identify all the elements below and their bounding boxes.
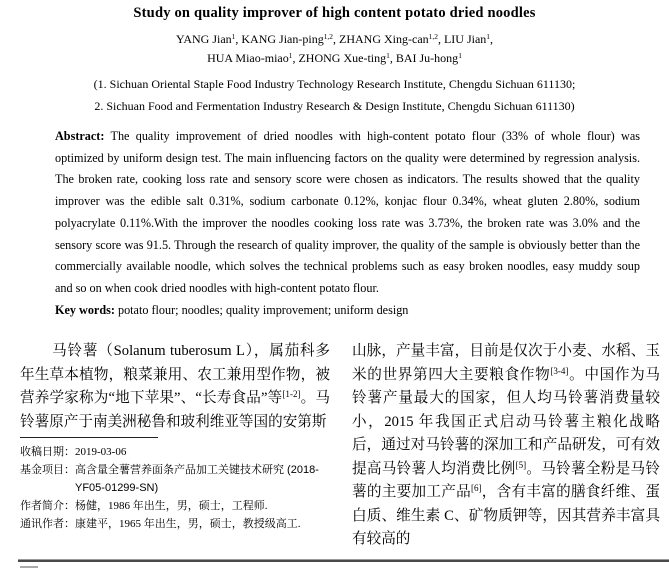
footnote-divider — [20, 437, 158, 438]
abstract-label: Abstract: — [55, 129, 105, 143]
authors-line-2: HUA Miao-miao$^1$, ZHONG Xue-ting$^1$, BAI Ju-hong$^1$ — [207, 50, 462, 65]
keywords-label: Key words: — [55, 302, 115, 317]
author-bio-value: 杨健，1986 年出生，男，硕士，工程师. — [75, 500, 268, 513]
authors-line-1: YANG Jian$^1$, KANG Jian-ping$^{1,2}$, ZHANG Xing-can$^{1,2}$, LIU Jian$^1$, — [175, 31, 493, 46]
footnote-row-received — [20, 443, 330, 461]
received-date-value: 2019-03-06 — [75, 446, 127, 459]
affiliation-line-1: (1. Sichuan Oriental Staple Food Industry Technology Research Institute, Chengdu Sichuan 611130; — [93, 77, 576, 91]
footnote-row-fund — [20, 461, 330, 497]
body-columns — [20, 340, 660, 552]
page-bottom-stub — [20, 566, 38, 568]
cn-paragraph-right: 山脉，产量丰富，目前是仅次于小麦、水稻、玉米的世界第四大主要粮食作物[3-4]。中国作为马铃薯产量最大的国家，但人均马铃薯消费量较小，2015 年我国正式启动马铃薯主粮化战略后，通过对马铃薯的深加工和产品研发，可有效提高马铃薯人均消费比例[5]。马铃薯全粉是马铃薯的主要加工产品[6]，含有丰富的膳食纤维、蛋白质、维生素 C、矿物质钾等，因其营养丰富具有较高的 — [352, 343, 660, 548]
body-column-left — [20, 340, 330, 552]
author-list — [0, 30, 669, 68]
fund-project-label: 基金项目： — [20, 464, 75, 477]
footnote-row-author-bio — [20, 497, 330, 515]
abstract-block — [55, 126, 640, 321]
footnote-block — [20, 437, 330, 533]
fund-project-value: 高含量全薯营养面条产品加工关键技术研究 (2018-YF05-01299-SN) — [75, 464, 319, 495]
affiliation-list — [0, 73, 669, 117]
paper-title: Study on quality improver of high content potato dried noodles — [133, 5, 536, 21]
page-bottom-rule — [18, 560, 669, 562]
keywords-text: potato flour; noodles; quality improvement; uniform design — [117, 302, 409, 317]
keywords-paragraph — [55, 300, 640, 322]
corresponding-author-value: 康建平，1965 年出生，男，硕士，教授级高工. — [75, 518, 301, 531]
abstract-paragraph — [55, 126, 640, 300]
author-bio-label: 作者简介： — [20, 500, 75, 513]
corresponding-author-label: 通讯作者： — [20, 518, 75, 531]
received-date-label: 收稿日期： — [20, 446, 75, 459]
abstract-text: The quality improvement of dried noodles with high-content potato flour (33% of whole flour) was optimized by uniform design test. The main influencing factors on the quality were determined by regression analysis. The broken rate, cooking loss rate and sensory score were chosen as indicators. The results showed that the quality improver was the edible salt 0.31%, sodium carbonate 0.12%, konjac flour 0.34%, wheat gluten 2.80%, sodium polyacrylate 0.11%.With the improver the noodles cooking loss rate was 3.73%, the broken rate was 3.0% and the sensory score was 91.5. Through the research of quality improver, the quality of the sample is obviously better than the commercially available noodle, which solves the technical problems such as easy broken noodles, easy muddy soup and so on when cook dried noodles with high-content potato flour. — [55, 129, 640, 295]
body-column-right — [352, 340, 660, 552]
footnote-row-corresponding-author — [20, 515, 330, 533]
cn-paragraph-left: 马铃薯（Solanum tuberosum L），属茄科多年生草本植物，粮菜兼用、农工兼用型作物，被营养学家称为“地下苹果”、“长寿食品”等[1-2]。马铃薯原产于南美洲秘鲁和玻利维亚等国的安第斯 — [20, 343, 330, 430]
affiliation-line-2: 2. Sichuan Food and Fermentation Industry Research & Design Institute, Chengdu Sichuan 611130) — [94, 99, 575, 113]
